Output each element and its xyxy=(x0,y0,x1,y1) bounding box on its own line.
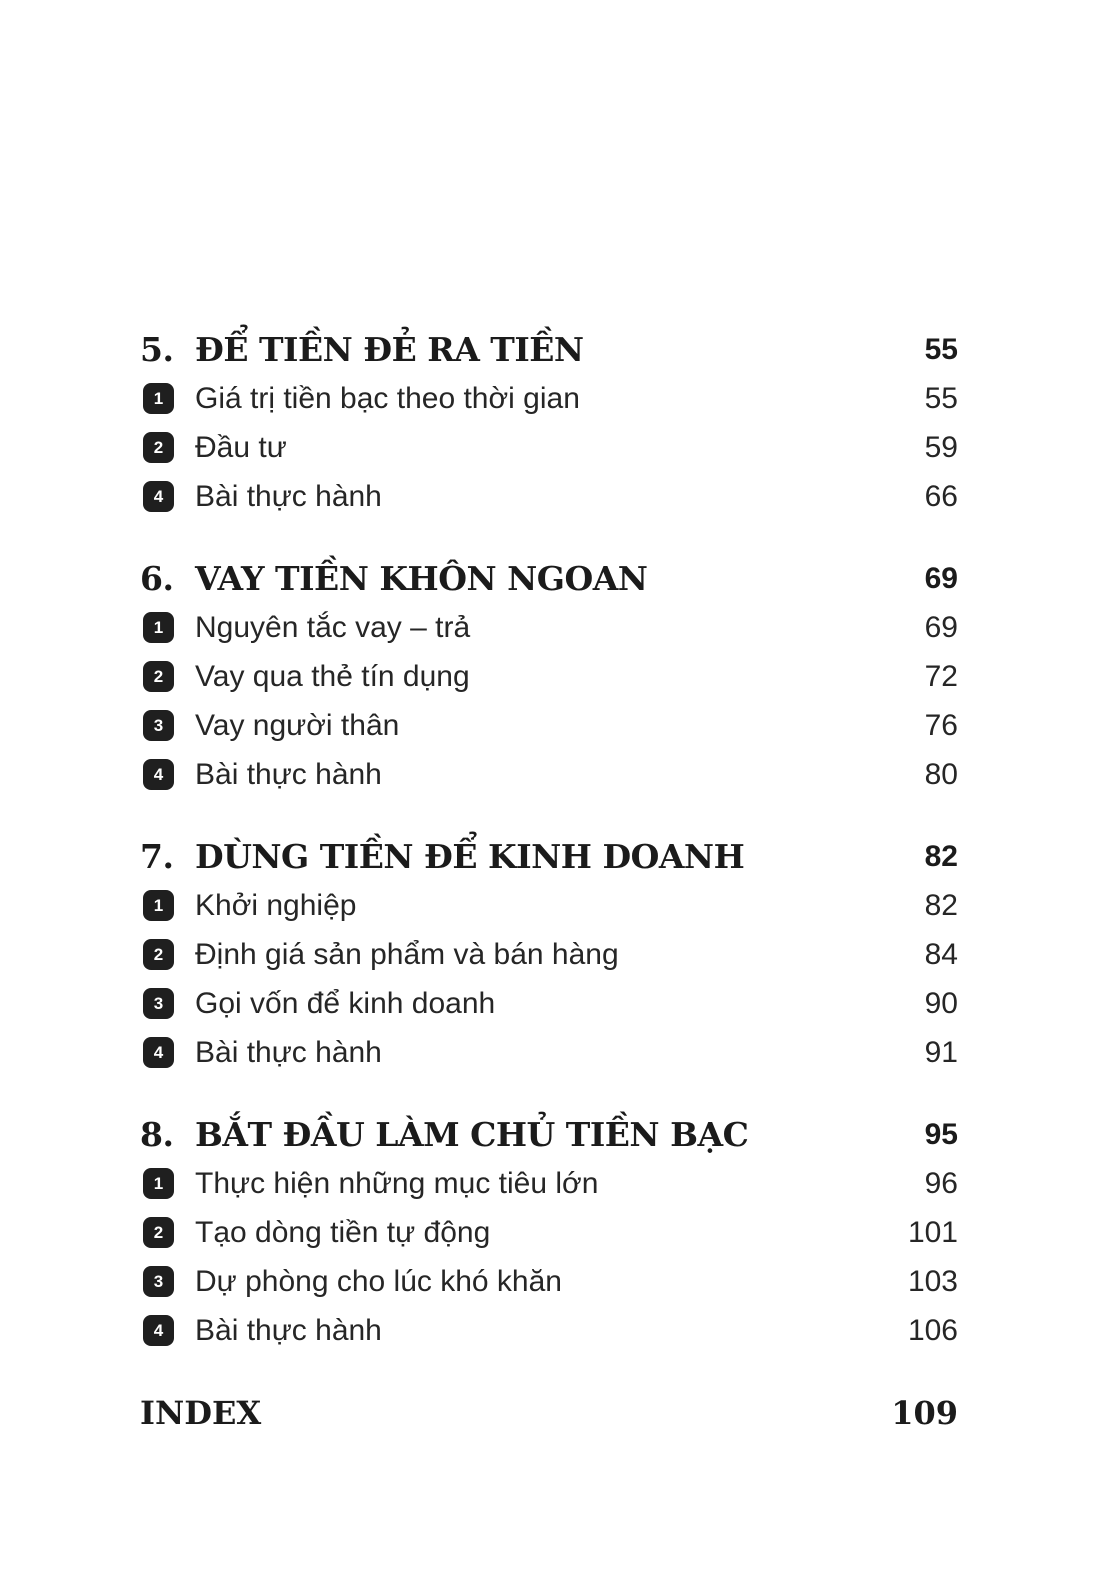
section-header-row xyxy=(140,832,958,881)
item-page-number: 66 xyxy=(924,479,958,513)
item-page-number: 59 xyxy=(924,430,958,464)
index-entry xyxy=(140,1388,958,1437)
item-number-badge: 4 xyxy=(143,481,174,512)
toc-section xyxy=(140,325,958,521)
toc-item-row xyxy=(140,1257,958,1306)
item-page-number: 55 xyxy=(924,381,958,415)
item-label: Bài thực hành xyxy=(195,757,382,791)
toc-item-row xyxy=(140,881,958,930)
item-label: Vay người thân xyxy=(195,708,400,742)
item-number-badge: 3 xyxy=(143,988,174,1019)
item-number-badge: 1 xyxy=(143,383,174,414)
section-items xyxy=(140,603,958,799)
toc-sections xyxy=(140,325,958,1355)
section-items xyxy=(140,881,958,1077)
item-label: Khởi nghiệp xyxy=(195,888,357,922)
item-label: Tạo dòng tiền tự động xyxy=(195,1215,491,1249)
toc-item-row xyxy=(140,1159,958,1208)
item-page-number: 90 xyxy=(924,986,958,1020)
item-number-badge: 4 xyxy=(143,1315,174,1346)
toc-item-row xyxy=(140,1028,958,1077)
item-page-number: 82 xyxy=(924,888,958,922)
toc-item-row xyxy=(140,1208,958,1257)
item-number-badge: 3 xyxy=(143,1266,174,1297)
toc-item-row xyxy=(140,603,958,652)
toc-item-row xyxy=(140,750,958,799)
item-number-badge: 1 xyxy=(143,890,174,921)
item-number-badge: 1 xyxy=(143,612,174,643)
item-number-badge: 4 xyxy=(143,759,174,790)
item-label: Bài thực hành xyxy=(195,479,382,513)
item-number-badge: 2 xyxy=(143,432,174,463)
section-header-row xyxy=(140,325,958,374)
section-title: VAY TIỀN KHÔN NGOAN xyxy=(195,559,648,598)
toc-section xyxy=(140,832,958,1077)
item-label: Vay qua thẻ tín dụng xyxy=(195,659,470,693)
item-label: Giá trị tiền bạc theo thời gian xyxy=(195,381,580,415)
section-page-number: 82 xyxy=(924,839,958,873)
toc-item-row xyxy=(140,472,958,521)
item-number-badge: 2 xyxy=(143,1217,174,1248)
item-label: Bài thực hành xyxy=(195,1035,382,1069)
item-label: Bài thực hành xyxy=(195,1313,382,1347)
toc-item-row xyxy=(140,374,958,423)
toc-item-row xyxy=(140,930,958,979)
item-page-number: 69 xyxy=(924,610,958,644)
toc-item-row xyxy=(140,652,958,701)
section-header-row xyxy=(140,1110,958,1159)
section-page-number: 69 xyxy=(924,561,958,595)
section-page-number: 55 xyxy=(924,332,958,366)
section-number: 6. xyxy=(140,559,174,598)
item-page-number: 80 xyxy=(924,757,958,791)
section-header-row xyxy=(140,554,958,603)
section-page-number: 95 xyxy=(924,1117,958,1151)
section-items xyxy=(140,1159,958,1355)
item-page-number: 84 xyxy=(924,937,958,971)
item-number-badge: 1 xyxy=(143,1168,174,1199)
section-number: 8. xyxy=(140,1115,174,1154)
toc-item-row xyxy=(140,979,958,1028)
section-title: ĐỂ TIỀN ĐẺ RA TIỀN xyxy=(195,330,584,369)
item-number-badge: 2 xyxy=(143,939,174,970)
item-label: Định giá sản phẩm và bán hàng xyxy=(195,937,619,971)
item-label: Thực hiện những mục tiêu lớn xyxy=(195,1166,599,1200)
item-label: Nguyên tắc vay – trả xyxy=(195,610,471,644)
toc-section xyxy=(140,1110,958,1355)
item-page-number: 76 xyxy=(924,708,958,742)
item-page-number: 96 xyxy=(924,1166,958,1200)
item-number-badge: 2 xyxy=(143,661,174,692)
toc-item-row xyxy=(140,1306,958,1355)
section-items xyxy=(140,374,958,521)
item-label: Gọi vốn để kinh doanh xyxy=(195,986,496,1020)
item-number-badge: 4 xyxy=(143,1037,174,1068)
toc-section xyxy=(140,554,958,799)
index-page-number: 109 xyxy=(891,1393,958,1432)
section-number: 7. xyxy=(140,837,174,876)
toc-item-row xyxy=(140,423,958,472)
table-of-contents xyxy=(140,325,958,1437)
item-page-number: 103 xyxy=(907,1264,958,1298)
item-page-number: 72 xyxy=(924,659,958,693)
section-title: BẮT ĐẦU LÀM CHỦ TIỀN BẠC xyxy=(195,1115,749,1154)
section-title: DÙNG TIỀN ĐỂ KINH DOANH xyxy=(195,837,745,876)
item-label: Đầu tư xyxy=(195,430,287,464)
item-page-number: 101 xyxy=(907,1215,958,1249)
item-page-number: 106 xyxy=(907,1313,958,1347)
item-label: Dự phòng cho lúc khó khăn xyxy=(195,1264,562,1298)
section-number: 5. xyxy=(140,330,174,369)
item-page-number: 91 xyxy=(924,1035,958,1069)
toc-item-row xyxy=(140,701,958,750)
item-number-badge: 3 xyxy=(143,710,174,741)
index-label: INDEX xyxy=(140,1393,262,1432)
